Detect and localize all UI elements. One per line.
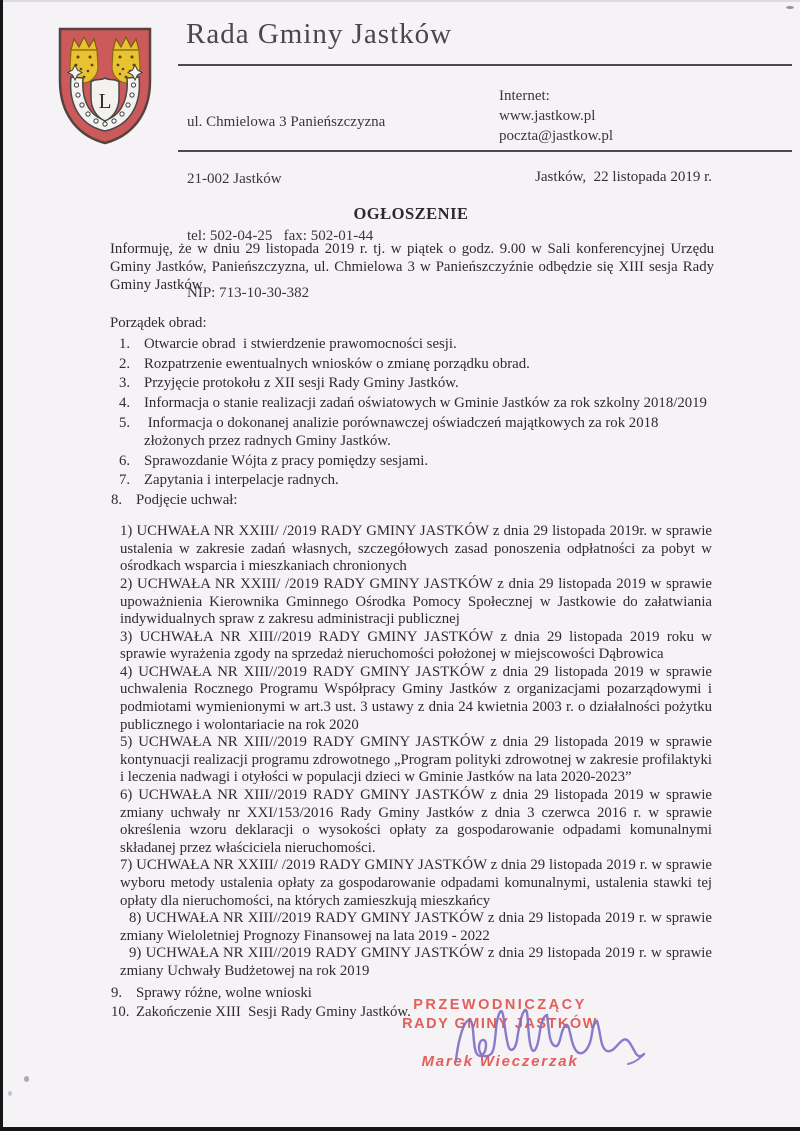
agenda-item-text: Informacja o dokonanej analizie porównawczej oświadczeń majątkowych za rok 2018 złożonych przez radnych Gminy Jastków. [144,414,663,449]
agenda-item-text: Przyjęcie protokołu z XII sesji Rady Gminy Jastków. [144,375,459,392]
header-divider-top [178,64,792,66]
resolution-item-2: 2) UCHWAŁA NR XXIII/ /2019 RADY GMINY JASTKÓW z dnia 29 listopada 2019 w sprawie upoważnienia Kierownika Gminnego Ośrodka Pomocy Społecznej w Jastkowie do załatwiania indywidualnych spraw z zakresu administracji publicznej [120,575,712,628]
agenda-item-3 [110,374,714,392]
organization-name: Rada Gminy Jastków [186,18,453,50]
coat-of-arms-graphic [55,25,155,148]
header-divider-bottom [178,150,792,152]
handwritten-signature [432,1000,682,1080]
stamp-title-line: PRZEWODNICZĄCY [413,997,587,1013]
agenda-item-number: 9. [111,984,123,1001]
resolution-item-3: 3) UCHWAŁA NR XIII//2019 RADY GMINY JASTKÓW z dnia 29 listopada 2019 roku w sprawie wyrażenia zgody na sprzedaż nieruchomości położonej w miejscowości Dąbrowica [120,628,712,663]
address-line-phone: tel: 502-04-25 fax: 502-01-44 [187,228,374,244]
resolution-item-6: 6) UCHWAŁA NR XIII//2019 RADY GMINY JASTKÓW z dnia 29 listopada 2019 w sprawie zmiany uchwały nr XXI/153/2016 Rady Gminy Jastków z dnia 3 czerwca 2016 r. w sprawie określenia wzoru deklaracji o wysokości opłaty za gospodarowanie odpadami komunalnymi składanej przez właściciela nieruchomości. [120,787,712,856]
agenda-item-4 [110,394,714,412]
agenda-item-number: 10. [111,1004,130,1021]
date-line: Jastków, 22 listopada 2019 r. [535,169,712,185]
coat-of-arms [55,25,155,148]
agenda-heading: Porządek obrad: [110,314,207,331]
agenda-item-number: 6. [119,452,131,469]
resolution-item-9: 9) UCHWAŁA NR XIII//2019 RADY GMINY JASTKÓW z dnia 29 listopada 2019 r. w sprawie zmiany Uchwały Budżetowej na rok 2019 [120,945,712,979]
email-address: poczta@jastkow.pl [499,128,614,144]
address-line-nip: NIP: 713-10-30-382 [187,285,310,301]
internet-label: Internet: [499,88,550,104]
scan-edge-bottom [0,1127,800,1131]
agenda-item-8 [110,491,714,509]
agenda-item-7 [110,471,714,489]
agenda-item-number: 2. [119,355,131,372]
agenda-item-5 [110,414,714,450]
agenda-item-number: 8. [111,491,123,508]
agenda-item-number: 1. [119,335,131,352]
document-body [110,240,714,1023]
internet-block [499,86,613,146]
agenda-item-number: 5. [119,414,131,431]
agenda-item-number: 7. [119,472,131,489]
intro-paragraph: Informuję, że w dniu 29 listopada 2019 r. tj. w piątek o godz. 9.00 w Sali konferencyjnej Urzędu Gminy Jastków, Panieńszczyzna, ul. Chmielowa 3 w Panieńszczyźnie odbędzie się XIII sesja Rady Gminy Jastków [110,241,714,294]
agenda-item-number: 3. [119,375,131,392]
resolution-item-7: 7) UCHWAŁA NR XXIII/ /2019 RADY GMINY JASTKÓW z dnia 29 listopada 2019 r. w sprawie wyboru metody ustalenia opłaty za gospodarowanie odpadami komunalnymi, ustalenia stawki tej opłaty dla nieruchomości, na których zamieszkują mieszkańcy [120,857,712,909]
resolutions-list [120,523,712,980]
agenda-item-text: Zakończenie XIII Sesji Rady Gminy Jastków. [136,1004,411,1021]
document-title: OGŁOSZENIE [353,204,469,223]
agenda-item-2 [110,355,714,373]
agenda-item-text: Zapytania i interpelacje radnych. [144,472,339,489]
agenda-item-text: Rozpatrzenie ewentualnych wniosków o zmianę porządku obrad. [144,355,530,372]
resolution-item-8: 8) UCHWAŁA NR XIII//2019 RADY GMINY JASTKÓW z dnia 29 listopada 2019 r. w sprawie zmiany Wieloletniej Prognozy Finansowej na lata 2019 - 2022 [120,910,712,944]
scan-speck [24,1076,29,1082]
agenda-item-text: Informacja o stanie realizacji zadań oświatowych w Gminie Jastków za rok szkolny 2018/2019 [144,394,707,411]
website-url: www.jastkow.pl [499,108,596,124]
address-line-street: ul. Chmielowa 3 Panieńszczyzna [187,114,386,130]
scan-edge-top [0,0,800,2]
agenda-item-6 [110,452,714,470]
agenda-item-text: Sprawozdanie Wójta z pracy pomiędzy sesjami. [144,452,429,469]
agenda-item-text: Otwarcie obrad i stwierdzenie prawomocności sesji. [144,335,457,352]
stamp-org-line: RADY GMINY JASTKÓW [402,1016,598,1032]
scan-speck [8,1091,12,1096]
agenda-item-number: 4. [119,394,131,411]
resolution-item-1: 1) UCHWAŁA NR XXIII/ /2019 RADY GMINY JASTKÓW z dnia 29 listopada 2019r. w sprawie ustalenia w zakresie zadań własnych, szczegółowych zasad ponoszenia odpłatności za pobyt w ośrodkach wsparcia i mieszkaniach chronionych [120,523,712,575]
agenda-item-text: Podjęcie uchwał: [136,491,238,508]
agenda-item-1 [110,335,714,353]
resolution-item-5: 5) UCHWAŁA NR XIII//2019 RADY GMINY JASTKÓW z dnia 29 listopada 2019 w sprawie kontynuacji realizacji programu zdrowotnego „Program polityki zdrowotnej w zakresie profilaktyki i leczenia nadwagi i otyłości w populacji dzieci w Gminie Jastków na lata 2020-2023” [120,734,712,786]
chairman-name: Marek Wieczerzak [421,1053,579,1070]
scan-speck [786,6,794,9]
scan-edge-left [0,0,3,1131]
resolution-item-4: 4) UCHWAŁA NR XIII//2019 RADY GMINY JASTKÓW z dnia 29 listopada 2019 w sprawie uchwalenia Rocznego Programu Współpracy Gminy Jastków z organizacjami pozarządowymi i podmiotami wymienionymi w art.3 ust. 3 ustawy z dnia 24 kwietnia 2003 r. o działalności pożytku publicznego i wolontariacie na rok 2020 [120,663,712,733]
monogram-letter: L [98,89,112,113]
address-line-city: 21-002 Jastków [187,171,282,187]
agenda-item-text: Sprawy różne, wolne wnioski [136,984,312,1001]
